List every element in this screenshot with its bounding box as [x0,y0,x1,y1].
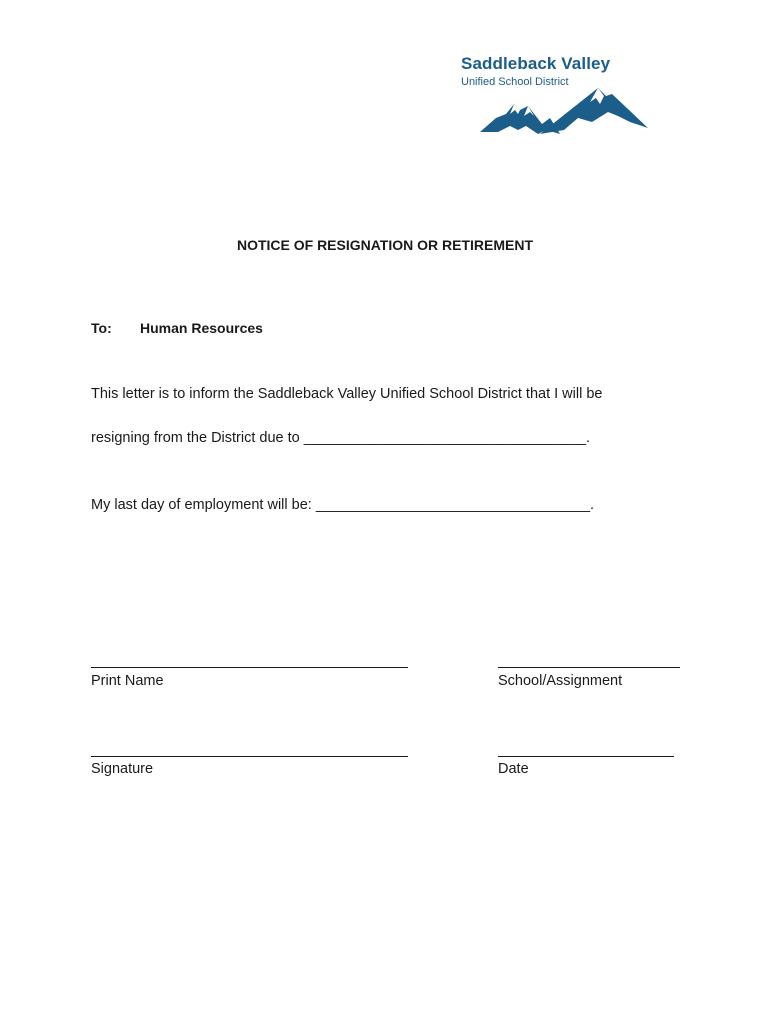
date-line[interactable] [498,756,674,757]
to-recipient: Human Resources [140,320,263,336]
signature-label: Signature [91,761,154,777]
school-assignment-line[interactable] [498,667,680,668]
reason-line[interactable]: resigning from the District due to ___________________________________. [91,430,591,446]
letter-paragraph-line1: This letter is to inform the Saddleback Valley Unified School District that I will be [91,386,603,402]
print-name-label: Print Name [91,673,164,689]
last-day-line[interactable]: My last day of employment will be: __________________________________. [91,497,595,513]
logo-title: Saddleback Valley [461,54,611,73]
mountains-icon [480,82,648,136]
signature-line[interactable] [91,756,408,757]
date-label: Date [498,761,529,777]
logo-subtitle: Unified School District [461,76,569,88]
document-title: NOTICE OF RESIGNATION OR RETIREMENT [236,237,534,253]
district-logo [458,54,648,136]
print-name-line[interactable] [91,667,408,668]
school-assignment-label: School/Assignment [498,673,623,689]
to-label: To: [91,320,112,336]
